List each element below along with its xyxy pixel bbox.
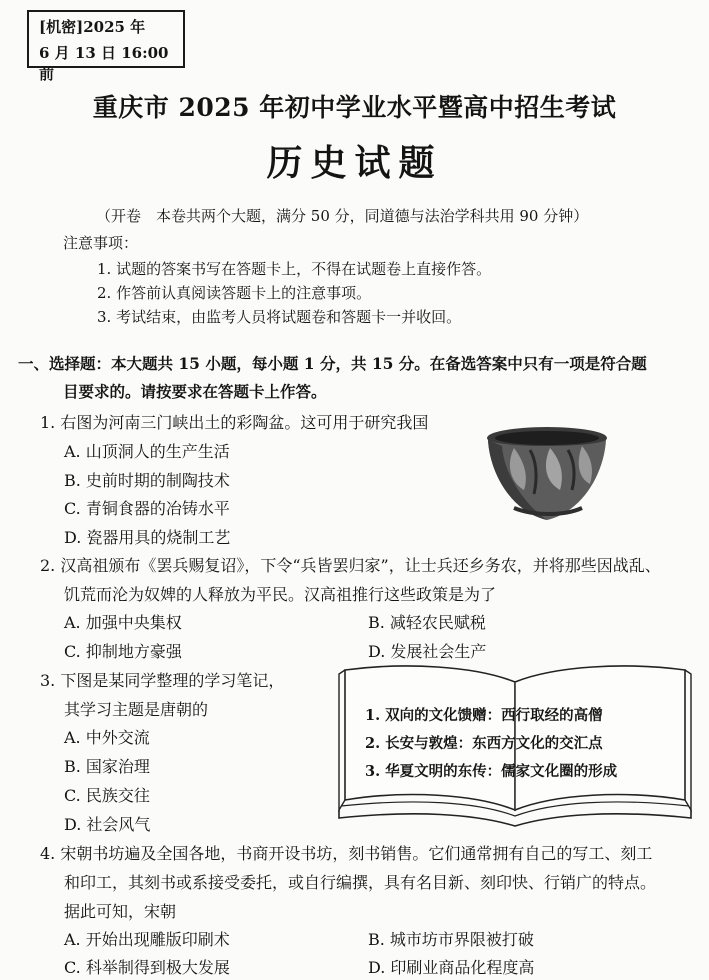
question-3-stem: 3. 下图是某同学整理的学习笔记，	[40, 671, 285, 690]
study-note-item: 3. 华夏文明的东传：儒家文化圈的形成	[365, 763, 618, 780]
exam-info: （开卷 本卷共两个大题，满分 50 分，同道德与法治学科共用 90 分钟）	[96, 207, 589, 225]
q4-option-d[interactable]: D. 印刷业商品化程度高	[368, 958, 535, 977]
study-note-item: 1. 双向的文化馈赠：西行取经的高僧	[365, 707, 603, 724]
q3-option-a[interactable]: A. 中外交流	[64, 728, 150, 747]
question-4-stem: 4. 宋朝书坊遍及全国各地，书商开设书坊，刻书销售。它们通常拥有自己的写工、刻工	[40, 844, 653, 863]
confidential-deadline: 6 月 13 日 16:00 前	[39, 44, 169, 83]
notice-title: 注意事项：	[63, 234, 139, 252]
notice-item: 3. 考试结束，由监考人员将试题卷和答题卡一并收回。	[97, 308, 462, 326]
q1-option-b[interactable]: B. 史前时期的制陶技术	[64, 471, 230, 490]
q2-option-b[interactable]: B. 减轻农民赋税	[368, 613, 486, 632]
q1-option-c[interactable]: C. 青铜食器的冶铸水平	[64, 499, 230, 518]
question-4-stem-cont: 和印工，其刻书或系接受委托，或自行编撰，具有名目新、刻印快、行销广的特点。	[64, 873, 657, 892]
question-4-stem-cont-2: 据此可知，宋朝	[64, 902, 177, 921]
q3-option-d[interactable]: D. 社会风气	[64, 815, 151, 834]
q4-option-a[interactable]: A. 开始出现雕版印刷术	[64, 930, 230, 949]
painted-pottery-basin-image	[484, 424, 610, 524]
confidential-label: [机密]2025 年	[39, 18, 146, 36]
question-1-stem: 1. 右图为河南三门峡出土的彩陶盆。这可用于研究我国	[40, 413, 429, 432]
question-3-stem-cont: 其学习主题是唐朝的	[64, 700, 209, 719]
q2-option-a[interactable]: A. 加强中央集权	[64, 613, 182, 632]
q3-option-c[interactable]: C. 民族交往	[64, 786, 150, 805]
q1-option-d[interactable]: D. 瓷器用具的烧制工艺	[64, 528, 231, 547]
question-2-stem: 2. 汉高祖颁布《罢兵赐复诏》，下令“兵皆罢归家”，让士兵还乡务农，并将那些因战乱、	[40, 556, 661, 575]
q2-option-c[interactable]: C. 抑制地方豪强	[64, 642, 182, 661]
notice-item: 1. 试题的答案书写在答题卡上，不得在试题卷上直接作答。	[97, 260, 492, 278]
notice-item: 2. 作答前认真阅读答题卡上的注意事项。	[97, 284, 372, 302]
study-notes-book	[335, 660, 695, 830]
exam-title: 重庆市 2025 年初中学业水平暨高中招生考试	[92, 93, 617, 122]
q1-option-a[interactable]: A. 山顶洞人的生产生活	[64, 442, 230, 461]
question-2-stem-cont: 饥荒而沦为奴婢的人释放为平民。汉高祖推行这些政策是为了	[64, 585, 497, 604]
subject-title: 历史试题	[266, 142, 443, 184]
section-heading: 一、选择题：本大题共 15 小题，每小题 1 分，共 15 分。在备选答案中只有一项是符合题	[18, 354, 647, 373]
q4-option-c[interactable]: C. 科举制得到极大发展	[64, 958, 230, 977]
q2-option-d[interactable]: D. 发展社会生产	[368, 642, 487, 661]
study-note-item: 2. 长安与敦煌：东西方文化的交汇点	[365, 735, 603, 752]
section-heading-cont: 目要求的。请按要求在答题卡上作答。	[63, 382, 327, 401]
q4-option-b[interactable]: B. 城市坊市界限被打破	[368, 930, 534, 949]
q3-option-b[interactable]: B. 国家治理	[64, 757, 150, 776]
confidential-stamp-box	[27, 10, 185, 83]
